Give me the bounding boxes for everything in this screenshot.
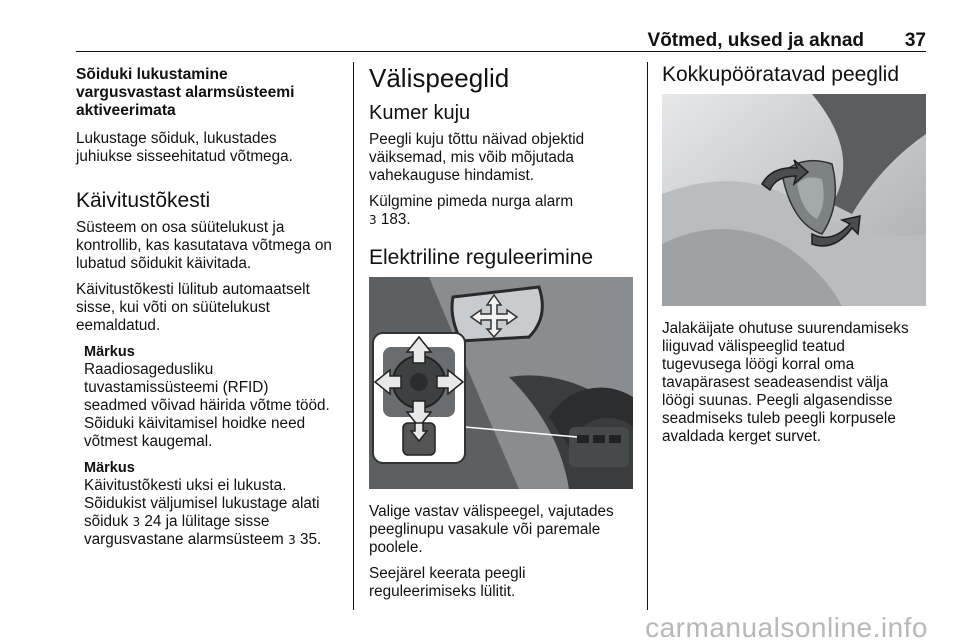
text-line: tavapärasest seadeasendist välja (662, 374, 889, 391)
column-divider (647, 62, 648, 610)
text-line: löögi suunas. Peegli algasendisse (662, 392, 893, 409)
heading-line: aktiveerimata (76, 102, 176, 119)
heading-locking (76, 66, 344, 120)
heading-folding-mirrors: Kokkupööratavad peeglid (662, 63, 900, 86)
figure-svg (662, 94, 926, 306)
text-line: seadmiseks tuleb peegli korpusele (662, 410, 896, 427)
paragraph-folding (662, 320, 926, 446)
text-line: peeglinupu vasakule või paremale (369, 521, 601, 538)
heading-immobiliser: Käivitustõkesti (76, 189, 211, 212)
heading-convex: Kumer kuju (369, 102, 471, 124)
paragraph-blind-spot (369, 193, 634, 229)
column-left (76, 62, 344, 557)
text-line: vahekauguse hindamist. (369, 167, 534, 184)
text-line: tugevusega löögi korral oma (662, 356, 855, 373)
text-line: vargusvastane alarmsüsteem (84, 531, 289, 548)
paragraph-immobiliser-1 (76, 219, 344, 273)
note-heading: Märkus (84, 460, 135, 476)
text-line: Käivitustõkesti lülitub automaatselt (76, 281, 310, 298)
text-line: lubatud sõidukit käivitada. (76, 255, 252, 272)
text-line: Sõidukist väljumisel lukustage alati (84, 495, 320, 512)
text-line: Raadiosagedusliku (84, 361, 214, 378)
text-line: Valige vastav välispeegel, vajutades (369, 503, 614, 520)
text-line: kontrollib, kas kasutatava võtmega on (76, 237, 332, 254)
page-header (76, 28, 926, 52)
text-line: tuvastamissüsteemi (RFID) (84, 379, 269, 396)
text-line: Külgmine pimeda nurga alarm (369, 193, 574, 210)
heading-line: Sõiduki lukustamine (76, 66, 228, 83)
paragraph-locking (76, 130, 344, 166)
note-text (84, 477, 344, 549)
text-line: Sõiduki käivitamisel hoidke need (84, 415, 306, 432)
paragraph-adjust-mirror (369, 565, 634, 601)
text-line: 35. (295, 531, 322, 548)
text-line: 183. (376, 211, 411, 228)
text-line: Jalakäijate ohutuse suurendamiseks (662, 320, 909, 337)
section-heading-mirrors: Välispeeglid (369, 63, 510, 93)
paragraph-immobiliser-2 (76, 281, 344, 335)
text-line: juhiukse sisseehitatud võtmega. (76, 148, 293, 165)
text-line: liiguvad välispeeglid teatud (662, 338, 845, 355)
section-title: Võtmed, uksed ja aknad (647, 30, 864, 51)
header-divider (76, 51, 926, 52)
watermark: carmanualsonline.info (645, 612, 928, 643)
column-divider (353, 62, 354, 610)
column-middle (369, 62, 634, 609)
heading-electric-adjust: Elektriline reguleerimine (369, 246, 594, 269)
note-rfid (76, 343, 344, 451)
paragraph-convex (369, 131, 634, 185)
figure-svg (369, 277, 633, 489)
heading-line: vargusvastast alarmsüsteemi (76, 84, 295, 101)
folding-mirror-illustration (662, 94, 926, 306)
page-footer (0, 608, 960, 642)
note-text (84, 361, 344, 451)
page-reference-icon[interactable]: 3 (288, 533, 296, 547)
text-line: eemaldatud. (76, 317, 161, 334)
text-line: Käivitustõkesti uksi ei lukusta. (84, 477, 287, 494)
text-line: reguleerimiseks lülitit. (369, 583, 516, 600)
note-heading: Märkus (84, 344, 135, 360)
text-line: 24 ja lülitage sisse (140, 513, 270, 530)
page-reference-icon[interactable]: 3 (132, 515, 141, 529)
text-line: sõiduk (84, 513, 133, 530)
note-doors (76, 459, 344, 549)
text-line: Süsteem on osa süütelukust ja (76, 219, 285, 236)
page-number: 37 (904, 30, 926, 51)
text-line: sisse, kui võti on süütelukust (76, 299, 270, 316)
text-line: poolele. (369, 539, 423, 556)
text-line: Seejärel keerata peegli (369, 565, 526, 582)
page-reference-icon[interactable]: 3 (369, 213, 377, 227)
text-line: väiksemad, mis võib mõjutada (369, 149, 574, 166)
paragraph-select-mirror (369, 503, 634, 557)
text-line: seadmed võivad häirida võtme tööd. (84, 397, 330, 414)
text-line: Peegli kuju tõttu näivad objektid (369, 131, 585, 148)
mirror-adjustment-switch-illustration (369, 277, 633, 489)
text-line: avaldada kerget survet. (662, 428, 822, 445)
text-line: võtmest kaugemal. (84, 433, 213, 450)
column-right (662, 62, 926, 454)
text-line: Lukustage sõiduk, lukustades (76, 130, 277, 147)
